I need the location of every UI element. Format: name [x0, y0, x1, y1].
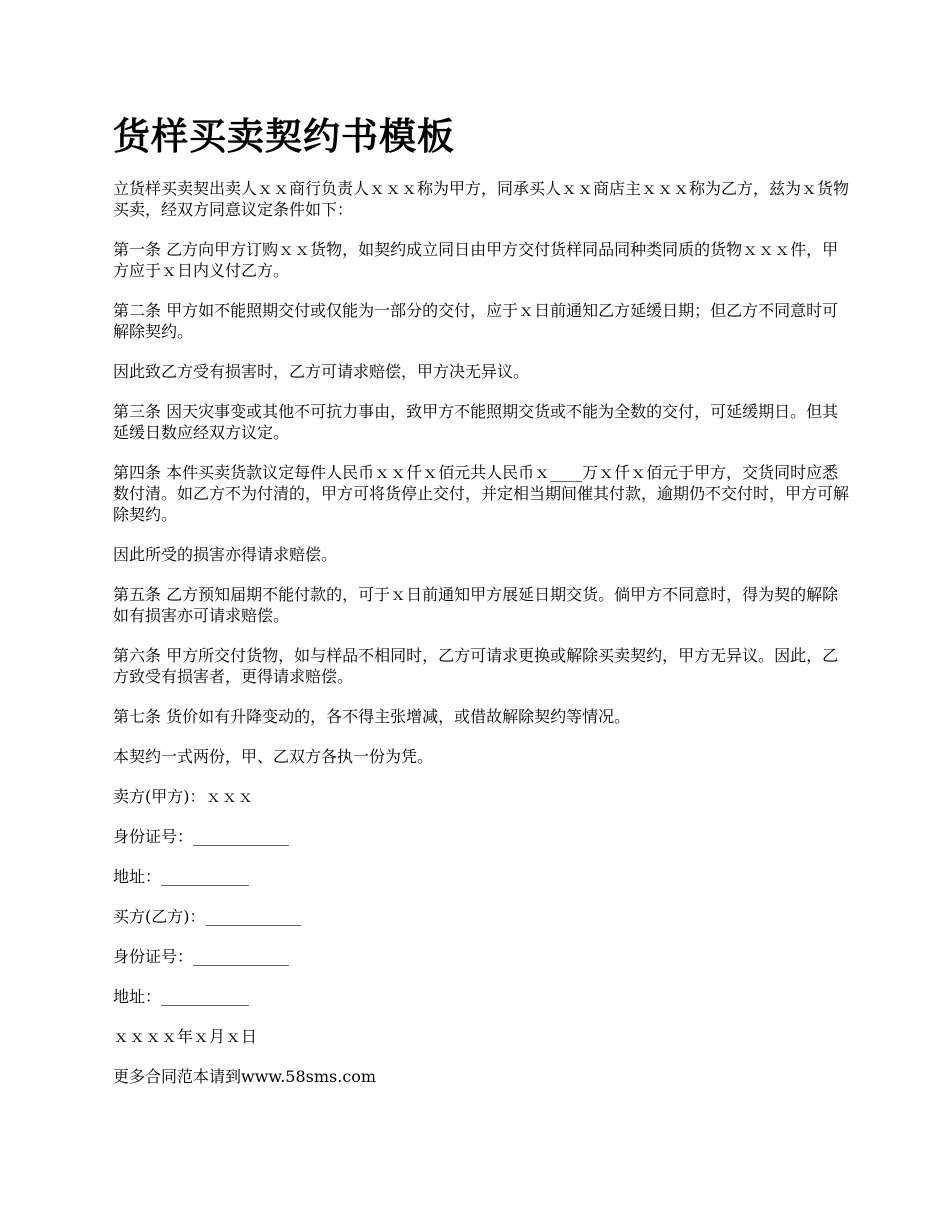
- seller-line: 卖方(甲方)：ｘｘｘ: [113, 787, 254, 806]
- document-page: [113, 110, 853, 1106]
- article-2-paragraph: 第二条 甲方如不能照期交付或仅能为一部分的交付，应于ｘ日前通知乙方延缓日期；但乙方不同意时可解除契约。: [113, 301, 839, 341]
- buyer-line: 买方(乙方)：____________: [113, 907, 302, 926]
- seller-address-line: 地址：___________: [113, 867, 250, 886]
- buyer-id-line: 身份证号：____________: [113, 947, 290, 966]
- buyer-address-line: 地址：___________: [113, 987, 250, 1006]
- article-7-paragraph: 第七条 货价如有升降变动的，各不得主张增减，或借故解除契约等情况。: [113, 707, 631, 726]
- footer-link-line: 更多合同范本请到www.58sms.com: [113, 1067, 377, 1086]
- article-3-paragraph: 第三条 因天灾事变或其他不可抗力事由，致甲方不能照期交货或不能为全数的交付，可延缓期日。但其延缓日数应经双方议定。: [113, 402, 839, 442]
- seller-id-line: 身份证号：____________: [113, 827, 290, 846]
- article-5-paragraph: 第五条 乙方预知届期不能付款的，可于ｘ日前通知甲方展延日期交货。倘甲方不同意时，得为契的解除如有损害亦可请求赔偿。: [113, 585, 839, 625]
- article-1-paragraph: 第一条 乙方向甲方订购ｘｘ货物，如契约成立同日由甲方交付货样同品同种类同质的货物ｘｘｘ件，甲方应于ｘ日内义付乙方。: [113, 240, 839, 280]
- date-line: ｘｘｘｘ年ｘ月ｘ日: [113, 1027, 258, 1046]
- document-title: 货样买卖契约书模板: [113, 115, 455, 158]
- copies-paragraph: 本契约一式两份，甲、乙双方各执一份为凭。: [113, 747, 434, 766]
- article-4-paragraph: 第四条 本件买卖货款议定每件人民币ｘｘ仟ｘ佰元共人民币ｘ____万ｘ仟ｘ佰元于甲方，交货同时应悉数付清。如乙方不为付清的，甲方可将货停止交付，并定相当期间催其付款，逾期仍不交付时，甲方可解除契约。: [113, 463, 850, 524]
- article-2-supplement-paragraph: 因此致乙方受有损害时，乙方可请求赔偿，甲方决无异议。: [113, 362, 530, 381]
- article-4-supplement-paragraph: 因此所受的损害亦得请求赔偿。: [113, 545, 338, 564]
- article-6-paragraph: 第六条 甲方所交付货物，如与样品不相同时，乙方可请求更换或解除买卖契约，甲方无异议。因此，乙方致受有损害者，更得请求赔偿。: [113, 646, 839, 686]
- preamble-paragraph: 立货样买卖契出卖人ｘｘ商行负责人ｘｘｘ称为甲方，同承买人ｘｘ商店主ｘｘｘ称为乙方，兹为ｘ货物买卖，经双方同意议定条件如下：: [113, 179, 850, 219]
